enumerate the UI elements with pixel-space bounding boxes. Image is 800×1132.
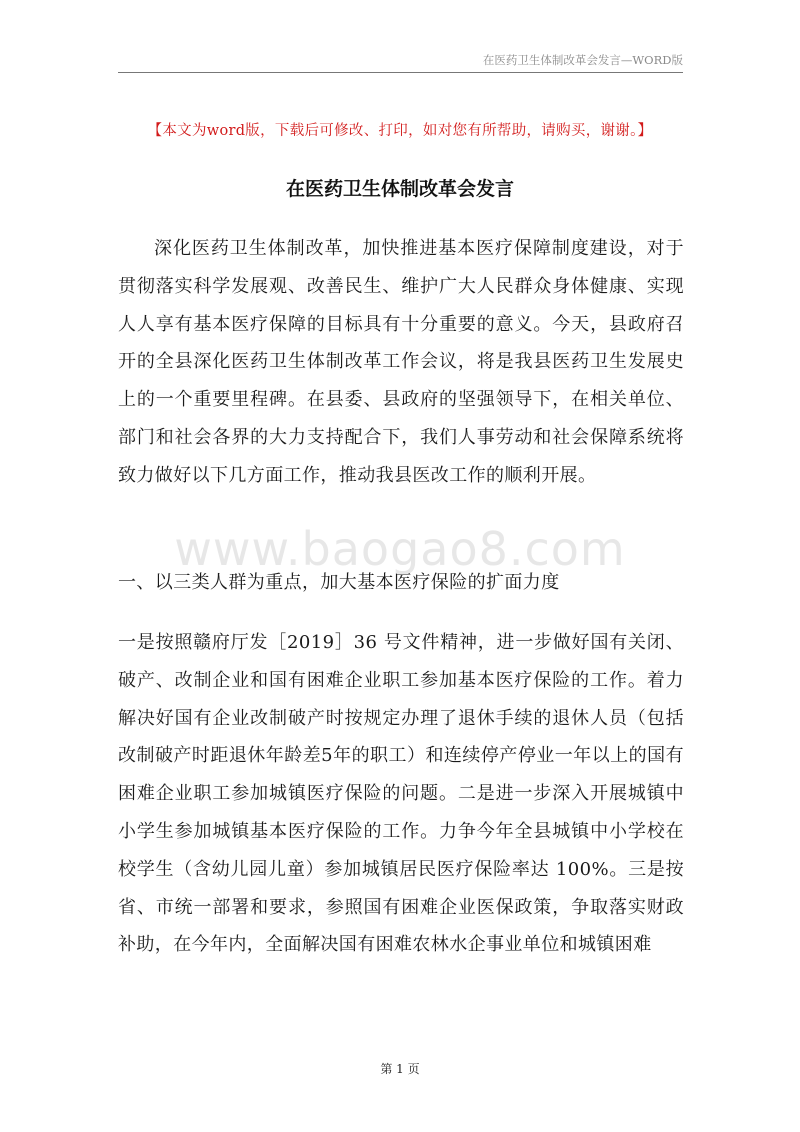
body-paragraph-2: 一是按照赣府厅发［2019］36 号文件精神，进一步做好国有关闭、破产、改制企业和国有困难企业职工参加基本医疗保险的工作。着力解决好国有企业改制破产时按规定办理了退休手续的退休人员（包括改制破产时距退休年龄差5年的职工）和连续停产停业一年以上的国有困难企业职工参加城镇医疗保险的问题。二是进一步深入开展城镇中小学生参加城镇基本医疗保险的工作。力争今年全县城镇中小学校在校学生（含幼儿园儿童）参加城镇居民医疗保险率达 100%。三是按省、市统一部署和要求，参照国有困难企业医保政策，争取落实财政补助，在今年内，全面解决国有困难农林水企事业单位和城镇困难 (118, 632, 684, 956)
document-title: 在医药卫生体制改革会发言 (285, 178, 514, 200)
section-heading-1: 一、以三类人群为重点，加大基本医疗保险的扩面力度 (118, 572, 560, 593)
page-number: 第 1 页 (380, 1062, 420, 1076)
watermark-text: www.baogao8.com (174, 522, 626, 576)
download-notice: 【本文为word版，下载后可修改、打印，如对您有所帮助，请购买，谢谢。】 (147, 123, 653, 139)
running-header: 在医药卫生体制改革会发言—WORD版 (482, 53, 683, 67)
body-paragraph-1: 深化医药卫生体制改革，加快推进基本医疗保障制度建设，对于贯彻落实科学发展观、改善民生、维护广大人民群众身体健康、实现人人享有基本医疗保障的目标具有十分重要的意义。今天，县政府召开的全县深化医药卫生体制改革工作会议，将是我县医药卫生发展史上的一个重要里程碑。在县委、县政府的坚强领导下，在相关单位、部门和社会各界的大力支持配合下，我们人事劳动和社会保障系统将致力做好以下几方面工作，推动我县医改工作的顺利开展。 (118, 238, 684, 486)
header-divider (118, 72, 683, 73)
